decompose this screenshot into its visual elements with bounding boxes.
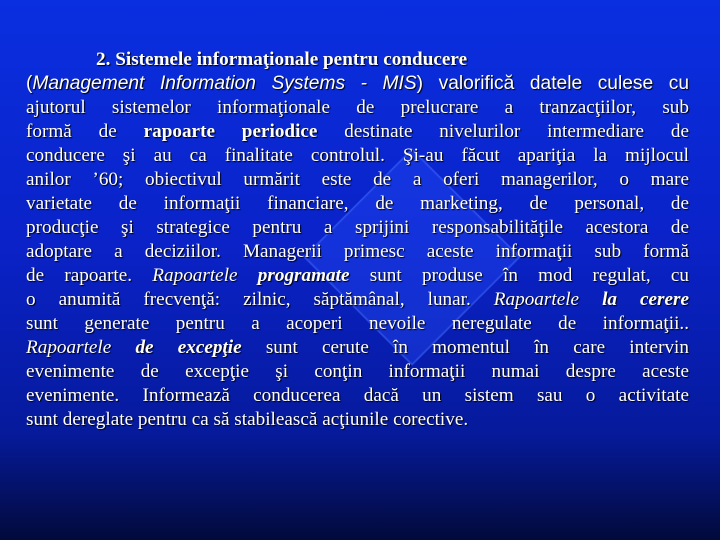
text-line-7: varietate de informaţii financiare, de marketing, de personal, de (26, 193, 689, 214)
text-line-15: evenimente. Informează conducerea dacă un sistem sau o activitate (26, 385, 689, 406)
text-line-16: sunt dereglate pentru ca să stabilească acţiunile corective. (26, 409, 469, 430)
text-line-5: conducere şi au ca finalitate controlul. Şi-au făcut apariţia la mijlocul (26, 145, 689, 166)
text-line-12: sunt generate pentru a acoperi nevoile neregulate de informaţii.. (26, 313, 689, 334)
text-line-6: anilor ’60; obiectivul urmărit este de a oferi managerilor, o mare (26, 169, 689, 190)
text-line-9: adoptare a deciziilor. Managerii primesc aceste informaţii sub formă (26, 241, 689, 262)
text-line-14: evenimente de excepţie şi conţin informaţii numai despre aceste (26, 361, 689, 382)
text-line-3: ajutorul sistemelor informaţionale de prelucrare a tranzacţiilor, sub (26, 97, 689, 118)
text-line-13: Rapoartele de excepţie sunt cerute în momentul în care intervin (26, 337, 689, 358)
slide-heading: 2. Sistemele informaţionale pentru conducere (96, 49, 468, 70)
text-line-10: de rapoarte. Rapoartele programate sunt produse în mod regulat, cu (26, 265, 689, 286)
text-line-11: o anumită frecvenţă: zilnic, săptămânal, lunar. Rapoartele la cerere (26, 289, 689, 310)
text-line-8: producţie şi strategice pentru a sprijini responsabilităţile acestora de (26, 217, 689, 238)
text-line-4: formă de rapoarte periodice destinate nivelurilor intermediare de (26, 121, 690, 142)
slide-text-body (26, 48, 689, 432)
text-line-2: (Management Information Systems - MIS) valorifică datele culese cu (26, 73, 690, 94)
